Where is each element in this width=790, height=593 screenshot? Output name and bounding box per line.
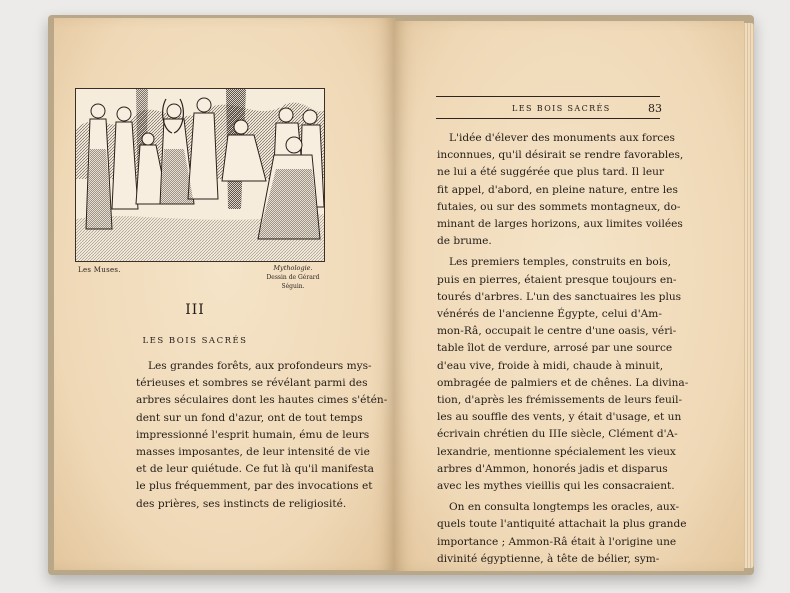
text-line: le plus fréquemment, par des invocations et	[136, 480, 373, 493]
text-line: et de leur quiétude. Ce fut là qu'il manifesta	[136, 463, 374, 476]
text-line: arbres séculaires dont les hautes cimes s'étén-	[136, 394, 388, 407]
paragraph	[437, 499, 687, 568]
text-line: divinité égyptienne, à tête de bélier, sym-	[437, 552, 660, 565]
text-line: d'eau vive, froide à midi, chaude à minuit,	[437, 359, 664, 372]
text-line: mon-Râ, occupait le centre d'une oasis, véri-	[437, 325, 677, 338]
text-line: importance ; Ammon-Râ était à l'origine une	[437, 535, 677, 548]
text-line: minant de larges horizons, aux limites voilées	[437, 218, 683, 231]
text-line: L'idée d'élever des monuments aux forces	[449, 132, 675, 144]
text-line: ombragée de palmiers et de chênes. La divina-	[437, 376, 689, 389]
text-line: lexandrie, mentionne spécialement les vieux	[437, 445, 676, 458]
illustration-caption: Les Muses.	[78, 266, 121, 274]
credit-artist: Dessin de Gérard Séguin.	[266, 274, 320, 290]
chapter-number: III	[185, 302, 205, 318]
text-line: dent sur un fond d'azur, ont de tout temps	[136, 411, 363, 424]
text-line: tion, d'après les frémissements de leurs feuil-	[437, 394, 683, 407]
text-line: table îlot de verdure, arrosé par une source	[437, 342, 673, 355]
text-line: des prières, ses instincts de religiosité.	[136, 497, 347, 510]
text-line: On en consulta longtemps les oracles, aux-	[449, 501, 680, 514]
muses-engraving	[75, 88, 325, 262]
text-line: impressionné l'esprit humain, ému de leurs	[136, 428, 370, 441]
credit-title: Mythologie.	[273, 264, 313, 272]
text-line: quels toute l'antiquité attachait la plus grande	[437, 518, 687, 531]
text-line: arbres d'Ammon, honorés jadis et disparus	[437, 462, 668, 475]
text-line: futaies, ou sur des sommets montagneux, do-	[437, 200, 681, 213]
text-line: puis en pierres, étaient presque toujours en-	[437, 273, 677, 286]
paragraph	[437, 254, 689, 495]
text-line: écrivain chrétien du IIIe siècle, Clément d'A-	[437, 428, 678, 441]
header-rule-top	[436, 96, 660, 97]
engraving-drawing	[76, 89, 324, 261]
text-line: les au souffle des vents, y était d'usage, et un	[437, 411, 682, 424]
text-line: ne lui a été suggérée que plus tard. Il leur	[437, 166, 665, 179]
paragraph	[437, 130, 684, 250]
text-line: Les premiers temples, construits en bois,	[449, 256, 671, 269]
text-line: fit appel, d'abord, en pleine nature, entre les	[437, 183, 678, 196]
illustration-credit	[258, 264, 328, 291]
text-line: masses imposantes, de leur intensité de vie	[136, 446, 370, 459]
left-body-text	[136, 358, 388, 513]
text-line: tourés d'arbres. L'un des sanctuaires les plus	[437, 290, 682, 303]
right-body-text	[437, 130, 689, 572]
text-line: vénérés de l'ancienne Égypte, celui d'Am-	[437, 308, 662, 321]
text-line: Les grandes forêts, aux profondeurs mys-	[148, 360, 372, 372]
chapter-title: LES BOIS SACRÉS	[142, 336, 248, 346]
text-line: inconnues, qu'il désirait se rendre favorables,	[437, 149, 684, 162]
text-line: avec les mythes vieillis qui les consacraient.	[437, 480, 675, 493]
page-number: 83	[648, 102, 662, 115]
header-rule-bottom	[436, 118, 660, 119]
page-edges	[744, 23, 754, 568]
text-line: térieuses et sombres se révélant parmi des	[136, 377, 368, 390]
running-head: LES BOIS SACRÉS	[512, 104, 611, 113]
text-line: de brume.	[437, 235, 492, 248]
